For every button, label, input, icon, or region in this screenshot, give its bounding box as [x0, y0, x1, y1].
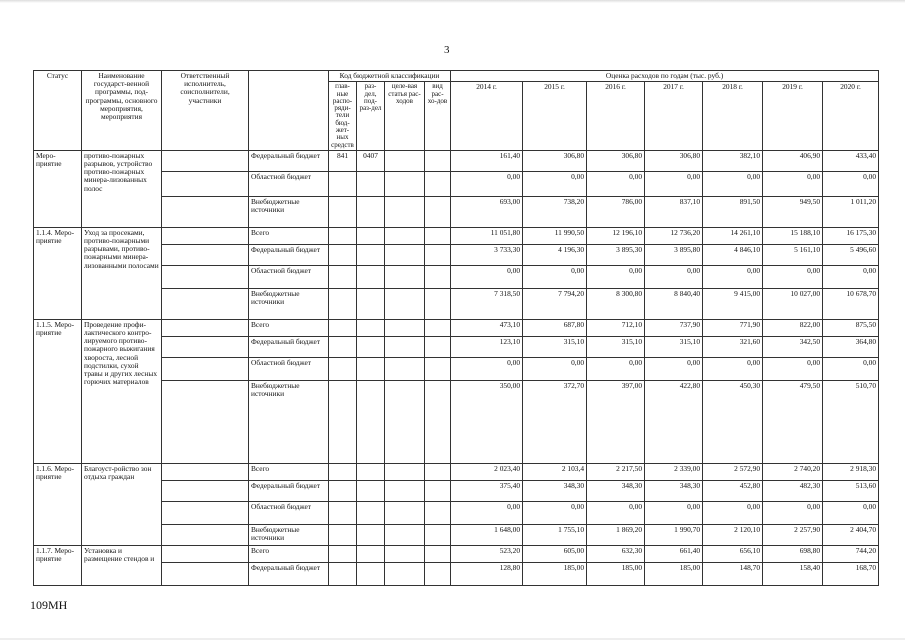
cell-kbk-target [385, 545, 425, 562]
cell-value-2017: 8 840,40 [645, 288, 703, 319]
cell-kbk-target [385, 480, 425, 501]
cell-kbk-target [385, 463, 425, 480]
cell-kbk-type [425, 227, 451, 244]
cell-executor [162, 319, 249, 336]
cell-executor [162, 380, 249, 463]
cell-kbk-target [385, 357, 425, 380]
cell-kbk-glav: 841 [329, 150, 357, 171]
cell-value-2018: 891,50 [703, 196, 763, 227]
cell-value-2015: 1 755,10 [523, 524, 587, 545]
cell-value-2018: 382,10 [703, 150, 763, 171]
header-kbk: Код бюджетной классификации [329, 71, 451, 82]
cell-value-2014: 128,80 [451, 562, 523, 585]
cell-value-2016: 315,10 [587, 336, 645, 357]
cell-kbk-type [425, 171, 451, 196]
budget-table [33, 70, 879, 586]
cell-value-2016: 0,00 [587, 357, 645, 380]
cell-value-2018: 452,80 [703, 480, 763, 501]
cell-value-2018: 0,00 [703, 501, 763, 524]
cell-value-2019: 2 740,20 [763, 463, 823, 480]
cell-value-2018: 0,00 [703, 265, 763, 288]
cell-status: 1.1.5. Меро-приятие [34, 319, 82, 463]
cell-value-2019: 10 027,00 [763, 288, 823, 319]
cell-executor [162, 545, 249, 562]
header-year-2017: 2017 г. [645, 82, 703, 151]
cell-kbk-type [425, 463, 451, 480]
cell-executor [162, 501, 249, 524]
cell-value-2016: 1 869,20 [587, 524, 645, 545]
cell-kbk-target [385, 150, 425, 171]
cell-value-2019: 342,50 [763, 336, 823, 357]
cell-kbk-razdel [357, 171, 385, 196]
cell-value-2014: 473,10 [451, 319, 523, 336]
cell-value-2020: 2 404,70 [823, 524, 879, 545]
cell-kbk-razdel [357, 244, 385, 265]
cell-executor [162, 480, 249, 501]
header-kbk-main: глав-ные распо-ряди-тели бюд-жет-ных средств [329, 82, 357, 151]
cell-value-2017: 837,10 [645, 196, 703, 227]
cell-executor [162, 562, 249, 585]
cell-status: 1.1.7. Меро-приятие [34, 545, 82, 585]
cell-executor [162, 357, 249, 380]
header-kbk-type: вид рас-хо-дов [425, 82, 451, 151]
cell-value-2016: 3 895,30 [587, 244, 645, 265]
cell-value-2018: 0,00 [703, 357, 763, 380]
cell-value-2020: 168,70 [823, 562, 879, 585]
cell-value-2020: 16 175,30 [823, 227, 879, 244]
cell-kbk-glav [329, 463, 357, 480]
cell-kbk-glav [329, 319, 357, 336]
cell-kbk-target [385, 265, 425, 288]
cell-executor [162, 196, 249, 227]
cell-source: Внебюджетные источники [249, 380, 329, 463]
cell-value-2017: 348,30 [645, 480, 703, 501]
cell-kbk-target [385, 288, 425, 319]
cell-value-2018: 14 261,10 [703, 227, 763, 244]
cell-status: Меро-приятие [34, 150, 82, 227]
table-row [34, 150, 879, 171]
footer-code: 109МН [30, 598, 68, 612]
cell-kbk-type [425, 196, 451, 227]
cell-value-2016: 12 196,10 [587, 227, 645, 244]
cell-value-2014: 693,00 [451, 196, 523, 227]
cell-value-2017: 422,80 [645, 380, 703, 463]
table-row [34, 545, 879, 562]
cell-value-2019: 158,40 [763, 562, 823, 585]
header-name: Наименование государст-венной программы, под-программы, основного мероприятия, мероприятия [82, 71, 162, 151]
cell-value-2014: 0,00 [451, 265, 523, 288]
cell-kbk-glav [329, 196, 357, 227]
cell-value-2019: 2 257,90 [763, 524, 823, 545]
cell-kbk-razdel [357, 288, 385, 319]
page-number: 3 [444, 44, 450, 56]
cell-kbk-glav [329, 562, 357, 585]
cell-value-2018: 771,90 [703, 319, 763, 336]
cell-value-2015: 0,00 [523, 171, 587, 196]
cell-value-2020: 875,50 [823, 319, 879, 336]
cell-source: Внебюджетные источники [249, 196, 329, 227]
cell-value-2019: 822,00 [763, 319, 823, 336]
cell-executor [162, 336, 249, 357]
cell-kbk-razdel [357, 480, 385, 501]
cell-value-2018: 9 415,00 [703, 288, 763, 319]
cell-executor [162, 288, 249, 319]
cell-value-2020: 1 011,20 [823, 196, 879, 227]
cell-source: Областной бюджет [249, 501, 329, 524]
cell-source: Областной бюджет [249, 171, 329, 196]
cell-value-2014: 0,00 [451, 357, 523, 380]
header-kbk-section: раз-дел, под-раз-дел [357, 82, 385, 151]
cell-kbk-glav [329, 244, 357, 265]
cell-value-2018: 450,30 [703, 380, 763, 463]
cell-kbk-razdel [357, 336, 385, 357]
cell-kbk-razdel: 0407 [357, 150, 385, 171]
cell-value-2015: 4 196,30 [523, 244, 587, 265]
cell-value-2015: 315,10 [523, 336, 587, 357]
cell-kbk-type [425, 265, 451, 288]
cell-kbk-razdel [357, 524, 385, 545]
cell-source: Всего [249, 227, 329, 244]
cell-kbk-razdel [357, 196, 385, 227]
cell-value-2020: 2 918,30 [823, 463, 879, 480]
cell-value-2017: 0,00 [645, 357, 703, 380]
cell-value-2015: 0,00 [523, 501, 587, 524]
cell-kbk-type [425, 480, 451, 501]
cell-value-2018: 4 846,10 [703, 244, 763, 265]
cell-value-2016: 185,00 [587, 562, 645, 585]
header-source-blank [249, 71, 329, 151]
cell-value-2016: 348,30 [587, 480, 645, 501]
cell-value-2015: 2 103,4 [523, 463, 587, 480]
cell-value-2016: 2 217,50 [587, 463, 645, 480]
cell-executor [162, 171, 249, 196]
table-row [34, 319, 879, 336]
cell-value-2014: 350,00 [451, 380, 523, 463]
table-row [34, 463, 879, 480]
header-year-2019: 2019 г. [763, 82, 823, 151]
header-year-2015: 2015 г. [523, 82, 587, 151]
cell-kbk-target [385, 524, 425, 545]
cell-value-2017: 0,00 [645, 265, 703, 288]
cell-value-2017: 661,40 [645, 545, 703, 562]
cell-value-2015: 0,00 [523, 357, 587, 380]
header-status: Статус [34, 71, 82, 151]
cell-value-2018: 0,00 [703, 171, 763, 196]
cell-value-2018: 2 120,10 [703, 524, 763, 545]
cell-kbk-target [385, 319, 425, 336]
cell-value-2019: 0,00 [763, 265, 823, 288]
cell-value-2018: 321,60 [703, 336, 763, 357]
cell-value-2016: 632,30 [587, 545, 645, 562]
cell-kbk-type [425, 336, 451, 357]
cell-value-2020: 513,60 [823, 480, 879, 501]
cell-name: Благоуст-ройство зон отдыха граждан [82, 463, 162, 545]
cell-value-2019: 5 161,10 [763, 244, 823, 265]
cell-kbk-type [425, 545, 451, 562]
cell-kbk-type [425, 562, 451, 585]
cell-kbk-type [425, 380, 451, 463]
cell-value-2018: 148,70 [703, 562, 763, 585]
cell-value-2020: 433,40 [823, 150, 879, 171]
cell-value-2017: 0,00 [645, 171, 703, 196]
cell-value-2014: 0,00 [451, 501, 523, 524]
cell-kbk-type [425, 244, 451, 265]
cell-executor [162, 524, 249, 545]
cell-kbk-razdel [357, 501, 385, 524]
cell-value-2020: 0,00 [823, 171, 879, 196]
cell-value-2014: 375,40 [451, 480, 523, 501]
cell-value-2017: 315,10 [645, 336, 703, 357]
cell-value-2017: 0,00 [645, 501, 703, 524]
cell-value-2019: 15 188,10 [763, 227, 823, 244]
cell-kbk-target [385, 227, 425, 244]
cell-executor [162, 227, 249, 244]
cell-value-2019: 479,50 [763, 380, 823, 463]
cell-source: Федеральный бюджет [249, 150, 329, 171]
cell-value-2015: 687,80 [523, 319, 587, 336]
cell-value-2017: 306,80 [645, 150, 703, 171]
cell-value-2017: 2 339,00 [645, 463, 703, 480]
cell-value-2020: 510,70 [823, 380, 879, 463]
cell-value-2020: 0,00 [823, 501, 879, 524]
cell-value-2014: 523,20 [451, 545, 523, 562]
header-estimate: Оценка расходов по годам (тыс. руб.) [451, 71, 879, 82]
cell-kbk-type [425, 357, 451, 380]
header-year-2014: 2014 г. [451, 82, 523, 151]
cell-kbk-target [385, 562, 425, 585]
cell-value-2015: 306,80 [523, 150, 587, 171]
cell-source: Областной бюджет [249, 265, 329, 288]
cell-value-2019: 482,30 [763, 480, 823, 501]
header-kbk-target: целе-вая статья рас-ходов [385, 82, 425, 151]
cell-source: Областной бюджет [249, 357, 329, 380]
cell-executor [162, 244, 249, 265]
header-executor: Ответственный исполнитель, соисполнители, участники [162, 71, 249, 151]
cell-source: Всего [249, 319, 329, 336]
cell-kbk-glav [329, 501, 357, 524]
cell-kbk-glav [329, 227, 357, 244]
cell-value-2019: 698,80 [763, 545, 823, 562]
cell-kbk-target [385, 171, 425, 196]
cell-value-2014: 1 648,00 [451, 524, 523, 545]
cell-source: Федеральный бюджет [249, 336, 329, 357]
cell-value-2014: 11 051,80 [451, 227, 523, 244]
cell-source: Федеральный бюджет [249, 562, 329, 585]
cell-kbk-glav [329, 357, 357, 380]
cell-value-2016: 0,00 [587, 501, 645, 524]
cell-value-2020: 10 678,70 [823, 288, 879, 319]
cell-value-2019: 0,00 [763, 501, 823, 524]
cell-kbk-glav [329, 171, 357, 196]
cell-kbk-target [385, 196, 425, 227]
cell-value-2017: 3 895,80 [645, 244, 703, 265]
cell-source: Федеральный бюджет [249, 244, 329, 265]
cell-value-2015: 7 794,20 [523, 288, 587, 319]
cell-value-2015: 372,70 [523, 380, 587, 463]
cell-value-2019: 0,00 [763, 357, 823, 380]
cell-kbk-target [385, 501, 425, 524]
cell-kbk-target [385, 336, 425, 357]
cell-value-2019: 406,90 [763, 150, 823, 171]
cell-value-2015: 11 990,50 [523, 227, 587, 244]
cell-value-2020: 744,20 [823, 545, 879, 562]
cell-value-2014: 3 733,30 [451, 244, 523, 265]
cell-value-2015: 605,00 [523, 545, 587, 562]
cell-value-2015: 0,00 [523, 265, 587, 288]
cell-value-2017: 1 990,70 [645, 524, 703, 545]
cell-executor [162, 150, 249, 171]
cell-value-2015: 185,00 [523, 562, 587, 585]
cell-kbk-razdel [357, 562, 385, 585]
cell-value-2014: 2 023,40 [451, 463, 523, 480]
cell-value-2015: 738,20 [523, 196, 587, 227]
cell-value-2017: 185,00 [645, 562, 703, 585]
cell-value-2016: 786,00 [587, 196, 645, 227]
cell-kbk-glav [329, 288, 357, 319]
cell-kbk-glav [329, 336, 357, 357]
cell-value-2015: 348,30 [523, 480, 587, 501]
scan-edge-top [0, 0, 905, 3]
cell-kbk-razdel [357, 463, 385, 480]
table-row [34, 227, 879, 244]
cell-kbk-glav [329, 265, 357, 288]
cell-kbk-glav [329, 545, 357, 562]
cell-executor [162, 265, 249, 288]
cell-value-2014: 7 318,50 [451, 288, 523, 319]
cell-value-2020: 0,00 [823, 357, 879, 380]
cell-value-2020: 364,80 [823, 336, 879, 357]
cell-status: 1.1.4. Меро-приятие [34, 227, 82, 319]
cell-source: Внебюджетные источники [249, 524, 329, 545]
cell-name: Установка и размещение стендов и [82, 545, 162, 585]
cell-value-2014: 123,10 [451, 336, 523, 357]
cell-kbk-razdel [357, 357, 385, 380]
cell-name: противо-пожарных разрывов, устройство противо-пожарных минера-лизованных полос [82, 150, 162, 227]
header-year-2020: 2020 г. [823, 82, 879, 151]
cell-value-2016: 306,80 [587, 150, 645, 171]
cell-value-2016: 0,00 [587, 265, 645, 288]
cell-source: Всего [249, 545, 329, 562]
cell-kbk-razdel [357, 545, 385, 562]
cell-value-2016: 8 300,80 [587, 288, 645, 319]
header-year-2016: 2016 г. [587, 82, 645, 151]
cell-value-2016: 0,00 [587, 171, 645, 196]
cell-status: 1.1.6. Меро-приятие [34, 463, 82, 545]
header-year-2018: 2018 г. [703, 82, 763, 151]
cell-kbk-type [425, 288, 451, 319]
cell-kbk-glav [329, 380, 357, 463]
cell-value-2020: 5 496,60 [823, 244, 879, 265]
cell-name: Уход за просеками, противо-пожарными разрывами, противо-пожарными минера-лизованными полосами [82, 227, 162, 319]
cell-kbk-glav [329, 524, 357, 545]
cell-kbk-type [425, 524, 451, 545]
cell-kbk-razdel [357, 319, 385, 336]
cell-kbk-type [425, 150, 451, 171]
cell-value-2016: 712,10 [587, 319, 645, 336]
cell-value-2016: 397,00 [587, 380, 645, 463]
cell-kbk-razdel [357, 227, 385, 244]
cell-value-2014: 161,40 [451, 150, 523, 171]
cell-kbk-type [425, 501, 451, 524]
cell-value-2019: 949,50 [763, 196, 823, 227]
cell-value-2018: 2 572,90 [703, 463, 763, 480]
cell-kbk-target [385, 244, 425, 265]
cell-source: Федеральный бюджет [249, 480, 329, 501]
cell-name: Проведение профи-лактического контро-лируемого противо-пожарного выжигания хвороста, лесной подстилки, сухой травы и других лесных горючих материалов [82, 319, 162, 463]
cell-source: Всего [249, 463, 329, 480]
cell-value-2018: 656,10 [703, 545, 763, 562]
cell-value-2017: 12 736,20 [645, 227, 703, 244]
cell-kbk-target [385, 380, 425, 463]
cell-kbk-glav [329, 480, 357, 501]
cell-value-2014: 0,00 [451, 171, 523, 196]
cell-executor [162, 463, 249, 480]
cell-kbk-razdel [357, 380, 385, 463]
cell-value-2020: 0,00 [823, 265, 879, 288]
cell-value-2019: 0,00 [763, 171, 823, 196]
cell-value-2017: 737,90 [645, 319, 703, 336]
cell-kbk-type [425, 319, 451, 336]
cell-source: Внебюджетные источники [249, 288, 329, 319]
cell-kbk-razdel [357, 265, 385, 288]
